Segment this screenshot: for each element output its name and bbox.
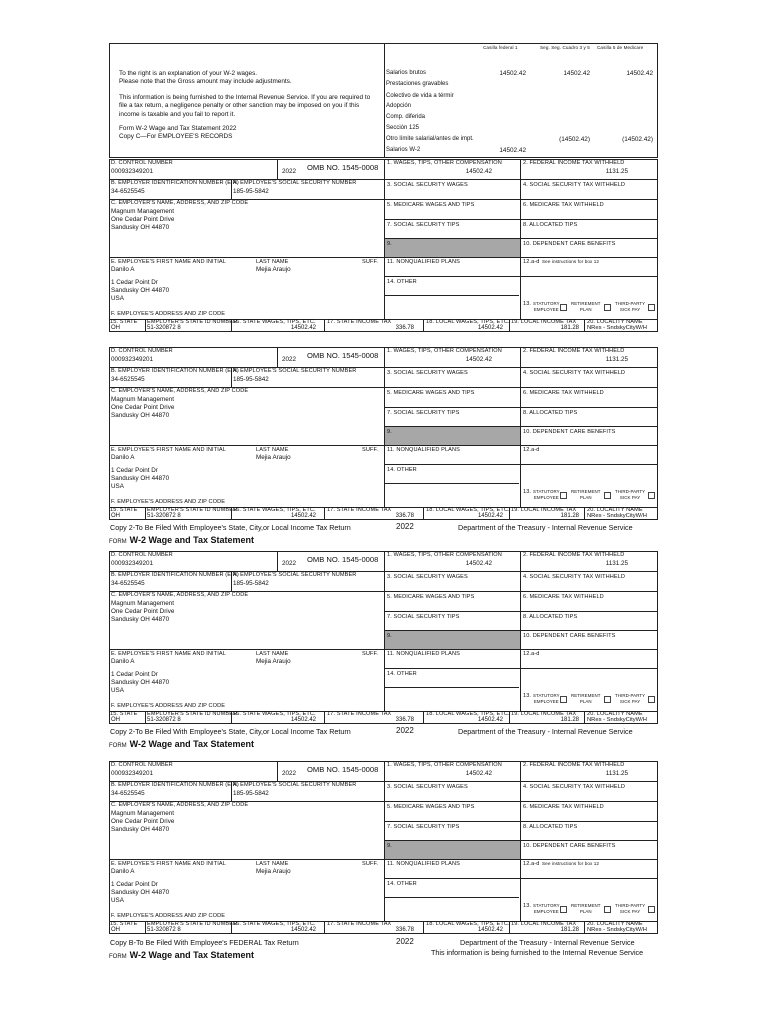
control-number-label: D. CONTROL NUMBER: [111, 348, 173, 354]
employee-first-label: E. EMPLOYEE'S FIRST NAME AND INITIAL: [111, 651, 226, 657]
treasury-department: Department of the Treasury - Internal Revenue Service: [458, 523, 633, 532]
box-2-label: 2. FEDERAL INCOME TAX WITHHELD: [523, 348, 625, 354]
retirement-plan-label: RETIREMENT PLAN: [571, 693, 601, 705]
employee-address-3: USA: [111, 687, 124, 694]
employee-address-1: 1 Cedar Point Dr: [111, 467, 158, 474]
state-code: OH: [111, 513, 120, 519]
third-party-sick-pay-checkbox[interactable]: [648, 696, 655, 703]
box-10-label: 10. DEPENDENT CARE BENEFITS: [523, 633, 616, 639]
omb-number: OMB NO. 1545-0008: [307, 765, 379, 774]
third-party-sick-pay-checkbox[interactable]: [648, 906, 655, 913]
employee-address-1: 1 Cedar Point Dr: [111, 279, 158, 286]
box-9-label: 9.: [387, 241, 392, 247]
box-19-label: 19. LOCAL INCOME TAX: [511, 319, 577, 325]
box-8-label: 8. ALLOCATED TIPS: [523, 222, 578, 228]
employee-first-label: E. EMPLOYEE'S FIRST NAME AND INITIAL: [111, 861, 226, 867]
box-6-label: 6. MEDICARE TAX WITHHELD: [523, 594, 604, 600]
third-party-sick-pay-label: THIRD-PARTY SICK PAY: [615, 301, 646, 313]
ssn-label: A. EMPLOYEE'S SOCIAL SECURITY NUMBER: [233, 572, 357, 578]
statutory-employee-checkbox[interactable]: [560, 696, 567, 703]
w2-title: [109, 739, 254, 749]
form-prefix: FORM: [109, 743, 127, 749]
ein-value: 34-6525545: [111, 790, 145, 797]
control-number-label: D. CONTROL NUMBER: [111, 762, 173, 768]
employee-address-label: F. EMPLOYEE'S ADDRESS AND ZIP CODE: [111, 499, 226, 505]
employee-address-1: 1 Cedar Point Dr: [111, 881, 158, 888]
control-number: 000932349201: [111, 560, 154, 567]
box-18-label: 18. LOCAL WAGES, TIPS, ETC.: [426, 921, 510, 927]
employer-address-2: Sandusky OH 44870: [111, 224, 170, 231]
employee-last-label: LAST NAME: [256, 651, 289, 657]
box-9-label: 9.: [387, 843, 392, 849]
ssn-label: A. EMPLOYEE'S SOCIAL SECURITY NUMBER: [233, 180, 357, 186]
state-id-label: EMPLOYER'S STATE ID NUMBER: [147, 921, 238, 927]
box-15-label: 15. STATE: [110, 319, 138, 325]
copy-instruction: Copy B-To Be Filed With Employee's FEDERAL Tax Return: [110, 938, 299, 947]
footer-year: 2022: [396, 522, 414, 531]
employee-address-label: F. EMPLOYEE'S ADDRESS AND ZIP CODE: [111, 703, 226, 709]
tax-year: 2022: [282, 356, 297, 363]
box-18-local-wages: 14502.42: [477, 325, 503, 331]
box-2-label: 2. FEDERAL INCOME TAX WITHHELD: [523, 160, 625, 166]
box-16-label: 16. STATE WAGES, TIPS, ETC.: [233, 507, 316, 513]
employee-last-name: Mejia Araujo: [256, 658, 291, 665]
box-2-label: 2. FEDERAL INCOME TAX WITHHELD: [523, 552, 625, 558]
box-18-label: 18. LOCAL WAGES, TIPS, ETC.: [426, 319, 510, 325]
employer-label: C. EMPLOYER'S NAME, ADDRESS, AND ZIP CODE: [111, 200, 249, 206]
box-9-shaded: [385, 631, 520, 649]
box-3-label: 3. SOCIAL SECURITY WAGES: [387, 182, 468, 188]
box-2-federal-tax: 1131.25: [605, 168, 628, 175]
state-id-number: 51-320872 8: [147, 717, 181, 723]
state-code: OH: [111, 717, 120, 723]
box-17-label: 17. STATE INCOME TAX: [327, 711, 392, 717]
statutory-employee-label: STATUTORY EMPLOYEE: [533, 903, 560, 915]
form-title-line: Form W-2 Wage and Tax Statement 2022: [119, 125, 237, 132]
employee-address-3: USA: [111, 295, 124, 302]
box-9-shaded: [385, 841, 520, 859]
employee-address-2: Sandusky OH 44870: [111, 475, 170, 482]
statutory-employee-label: STATUTORY EMPLOYEE: [533, 693, 560, 705]
box-8-label: 8. ALLOCATED TIPS: [523, 614, 578, 620]
box-4-label: 4. SOCIAL SECURITY TAX WITHHELD: [523, 182, 626, 188]
retirement-plan-checkbox[interactable]: [604, 492, 611, 499]
box-7-label: 7. SOCIAL SECURITY TIPS: [387, 614, 460, 620]
explanation-row-label: Otro límite salarial/antes de impt.: [386, 136, 474, 142]
explanation-row-federal: 14502.42: [499, 147, 526, 154]
employer-name: Magnum Management: [111, 396, 175, 403]
box-7-label: 7. SOCIAL SECURITY TIPS: [387, 222, 460, 228]
retirement-plan-checkbox[interactable]: [604, 696, 611, 703]
employee-last-name: Mejia Araujo: [256, 868, 291, 875]
box-9-label: 9.: [387, 429, 392, 435]
w2-title: [109, 950, 254, 960]
explanation-row-medicare: (14502.42): [622, 136, 653, 143]
employee-address-2: Sandusky OH 44870: [111, 679, 170, 686]
employee-address-2: Sandusky OH 44870: [111, 889, 170, 896]
statutory-employee-checkbox[interactable]: [560, 492, 567, 499]
explanation-row-ss: 14502.42: [563, 70, 590, 77]
box-17-state-tax: 336.78: [395, 927, 414, 933]
box-9-shaded: [385, 239, 520, 257]
box-11-label: 11. NONQUALIFIED PLANS: [387, 447, 460, 453]
employee-first-name: Danilo A: [111, 454, 135, 461]
employee-address-label: F. EMPLOYEE'S ADDRESS AND ZIP CODE: [111, 913, 226, 919]
employer-address-2: Sandusky OH 44870: [111, 412, 170, 419]
state-code: OH: [111, 927, 120, 933]
box-12-label: 12.a-d: [523, 259, 540, 265]
box-20-label: 20. LOCALITY NAME: [587, 507, 643, 513]
ssn-value: 185-95-5842: [233, 790, 269, 797]
box-3-label: 3. SOCIAL SECURITY WAGES: [387, 574, 468, 580]
box-1-label: 1. WAGES, TIPS, OTHER COMPENSATION: [387, 762, 502, 768]
box-2-federal-tax: 1131.25: [605, 560, 628, 567]
box-18-label: 18. LOCAL WAGES, TIPS, ETC.: [426, 711, 510, 717]
treasury-department: Department of the Treasury - Internal Revenue Service: [458, 727, 633, 736]
col-header-federal: Casilla federal 1: [483, 45, 518, 50]
box-17-state-tax: 336.78: [395, 717, 414, 723]
ein-label: B. EMPLOYER IDENTIFICATION NUMBER (EIN): [111, 782, 239, 788]
irs-notice: This information is being furnished to the Internal Revenue Service: [431, 948, 644, 957]
box-11-label: 11. NONQUALIFIED PLANS: [387, 259, 460, 265]
footer-year: 2022: [396, 726, 414, 735]
box-2-federal-tax: 1131.25: [605, 770, 628, 777]
explanation-intro: To the right is an explanation of your W-2 wages. Please note that the Gross amount may include adjustments.: [119, 70, 292, 86]
employee-first-name: Danilo A: [111, 868, 135, 875]
box-18-local-wages: 14502.42: [477, 513, 503, 519]
employer-address-1: One Cedar Point Drive: [111, 818, 175, 825]
box-1-label: 1. WAGES, TIPS, OTHER COMPENSATION: [387, 348, 502, 354]
box-15-label: 15. STATE: [110, 507, 138, 513]
copy-instruction: Copy 2-To Be Filed With Employee's State, City,or Local Income Tax Return: [110, 727, 351, 736]
explanation-row-label: Comp. diferida: [386, 114, 426, 120]
explanation-row-label: Sección 125: [386, 125, 420, 131]
employee-address-2: Sandusky OH 44870: [111, 287, 170, 294]
state-id-label: EMPLOYER'S STATE ID NUMBER: [147, 319, 238, 325]
employee-suffix-label: SUFF.: [362, 861, 379, 867]
box-5-label: 5. MEDICARE WAGES AND TIPS: [387, 390, 475, 396]
employer-label: C. EMPLOYER'S NAME, ADDRESS, AND ZIP CODE: [111, 592, 249, 598]
box-4-label: 4. SOCIAL SECURITY TAX WITHHELD: [523, 784, 626, 790]
box-17-label: 17. STATE INCOME TAX: [327, 921, 392, 927]
omb-number: OMB NO. 1545-0008: [307, 163, 379, 172]
box-10-label: 10. DEPENDENT CARE BENEFITS: [523, 241, 616, 247]
box-5-label: 5. MEDICARE WAGES AND TIPS: [387, 804, 475, 810]
employee-address-1: 1 Cedar Point Dr: [111, 671, 158, 678]
box-4-label: 4. SOCIAL SECURITY TAX WITHHELD: [523, 370, 626, 376]
retirement-plan-checkbox[interactable]: [604, 906, 611, 913]
control-number: 000932349201: [111, 356, 154, 363]
box-2-label: 2. FEDERAL INCOME TAX WITHHELD: [523, 762, 625, 768]
box-11-label: 11. NONQUALIFIED PLANS: [387, 651, 460, 657]
w2-title-text: W-2 Wage and Tax Statement: [129, 950, 255, 960]
ein-value: 34-6525545: [111, 188, 145, 195]
box-13-label: 13.: [523, 489, 532, 495]
explanation-row-label: Prestaciones gravables: [386, 81, 449, 87]
box-18-local-wages: 14502.42: [477, 717, 503, 723]
box-17-state-tax: 336.78: [395, 513, 414, 519]
box-20-label: 20. LOCALITY NAME: [587, 711, 643, 717]
employee-first-name: Danilo A: [111, 658, 135, 665]
employer-address-2: Sandusky OH 44870: [111, 826, 170, 833]
tax-year: 2022: [282, 560, 297, 567]
box-16-state-wages: 14502.42: [290, 717, 316, 723]
box-6-label: 6. MEDICARE TAX WITHHELD: [523, 202, 604, 208]
box-3-label: 3. SOCIAL SECURITY WAGES: [387, 370, 468, 376]
box-16-state-wages: 14502.42: [290, 325, 316, 331]
control-number: 000932349201: [111, 770, 154, 777]
explanation-row-label: Colectivo de vida a térmir: [386, 93, 454, 99]
box-1-wages: 14502.42: [465, 168, 492, 175]
ein-label: B. EMPLOYER IDENTIFICATION NUMBER (EIN): [111, 180, 239, 186]
ein-value: 34-6525545: [111, 580, 145, 587]
employee-address-3: USA: [111, 483, 124, 490]
statutory-employee-checkbox[interactable]: [560, 906, 567, 913]
copy-c-line: Copy C—For EMPLOYEE'S RECORDS: [119, 133, 233, 140]
explanation-divider: [384, 43, 385, 158]
w2-title-text: W-2 Wage and Tax Statement: [129, 739, 255, 749]
explanation-row-label: Salarios brutos: [386, 70, 427, 76]
box-4-label: 4. SOCIAL SECURITY TAX WITHHELD: [523, 574, 626, 580]
w2-title: [109, 535, 254, 545]
third-party-sick-pay-checkbox[interactable]: [648, 304, 655, 311]
box-19-label: 19. LOCAL INCOME TAX: [511, 507, 577, 513]
box-14-label: 14. OTHER: [387, 467, 417, 473]
omb-number: OMB NO. 1545-0008: [307, 555, 379, 564]
box-1-label: 1. WAGES, TIPS, OTHER COMPENSATION: [387, 160, 502, 166]
control-number-label: D. CONTROL NUMBER: [111, 552, 173, 558]
explanation-row-label: Adopción: [386, 103, 412, 109]
employer-name: Magnum Management: [111, 810, 175, 817]
box-17-state-tax: 336.78: [395, 325, 414, 331]
third-party-sick-pay-label: THIRD-PARTY SICK PAY: [615, 903, 646, 915]
employee-address-label: F. EMPLOYEE'S ADDRESS AND ZIP CODE: [111, 311, 226, 317]
employee-first-label: E. EMPLOYEE'S FIRST NAME AND INITIAL: [111, 447, 226, 453]
box-7-label: 7. SOCIAL SECURITY TIPS: [387, 410, 460, 416]
box-19-label: 19. LOCAL INCOME TAX: [511, 711, 577, 717]
ein-label: B. EMPLOYER IDENTIFICATION NUMBER (EIN): [111, 368, 239, 374]
ssn-label: A. EMPLOYEE'S SOCIAL SECURITY NUMBER: [233, 782, 357, 788]
col-header-ss: Seg. Seg. Cuadro 3 y 5: [540, 45, 590, 50]
box-12-note: See instructions for box 12: [542, 259, 600, 264]
box-16-label: 16. STATE WAGES, TIPS, ETC.: [233, 319, 316, 325]
form-prefix: FORM: [109, 539, 127, 545]
box-18-local-wages: 14502.42: [477, 927, 503, 933]
box-12-note: See instructions for box 12: [542, 861, 600, 866]
box-10-label: 10. DEPENDENT CARE BENEFITS: [523, 429, 616, 435]
box-20-label: 20. LOCALITY NAME: [587, 921, 643, 927]
explanation-row-label: Salarios W-2: [386, 147, 421, 153]
box-16-label: 16. STATE WAGES, TIPS, ETC.: [233, 921, 316, 927]
box-16-state-wages: 14502.42: [290, 513, 316, 519]
employer-address-1: One Cedar Point Drive: [111, 216, 175, 223]
employee-last-label: LAST NAME: [256, 447, 289, 453]
box-20-locality: NRes - SndskyCityW/H: [587, 717, 647, 723]
box-19-local-tax: 181.28: [560, 325, 579, 331]
box-16-state-wages: 14502.42: [290, 927, 316, 933]
state-id-number: 51-320872 8: [147, 927, 181, 933]
box-1-label: 1. WAGES, TIPS, OTHER COMPENSATION: [387, 552, 502, 558]
col-header-medicare: Casilla 5 de Medicare: [597, 45, 644, 50]
treasury-department: Department of the Treasury - Internal Revenue Service: [460, 938, 635, 947]
state-code: OH: [111, 325, 120, 331]
box-20-locality: NRes - SndskyCityW/H: [587, 927, 647, 933]
employee-last-name: Mejia Araujo: [256, 454, 291, 461]
box-20-label: 20. LOCALITY NAME: [587, 319, 643, 325]
w2-title-text: W-2 Wage and Tax Statement: [129, 535, 255, 545]
third-party-sick-pay-checkbox[interactable]: [648, 492, 655, 499]
state-id-number: 51-320872 8: [147, 513, 181, 519]
box-19-label: 19. LOCAL INCOME TAX: [511, 921, 577, 927]
form-prefix: FORM: [109, 954, 127, 960]
tax-year: 2022: [282, 168, 297, 175]
tax-year: 2022: [282, 770, 297, 777]
box-1-wages: 14502.42: [465, 560, 492, 567]
box-1-wages: 14502.42: [465, 770, 492, 777]
box-14-label: 14. OTHER: [387, 279, 417, 285]
ssn-value: 185-95-5842: [233, 580, 269, 587]
box-14-label: 14. OTHER: [387, 671, 417, 677]
retirement-plan-label: RETIREMENT PLAN: [571, 903, 601, 915]
statutory-employee-checkbox[interactable]: [560, 304, 567, 311]
third-party-sick-pay-label: THIRD-PARTY SICK PAY: [615, 693, 646, 705]
box-13-label: 13.: [523, 301, 532, 307]
box-5-label: 5. MEDICARE WAGES AND TIPS: [387, 594, 475, 600]
employee-address-3: USA: [111, 897, 124, 904]
ein-label: B. EMPLOYER IDENTIFICATION NUMBER (EIN): [111, 572, 239, 578]
footer-year: 2022: [396, 937, 414, 946]
box-9-shaded: [385, 427, 520, 445]
employer-name: Magnum Management: [111, 208, 175, 215]
retirement-plan-label: RETIREMENT PLAN: [571, 301, 601, 313]
box-12-label: 12.a-d: [523, 651, 540, 657]
state-id-label: EMPLOYER'S STATE ID NUMBER: [147, 711, 238, 717]
box-3-label: 3. SOCIAL SECURITY WAGES: [387, 784, 468, 790]
ein-value: 34-6525545: [111, 376, 145, 383]
box-15-label: 15. STATE: [110, 921, 138, 927]
box-8-label: 8. ALLOCATED TIPS: [523, 824, 578, 830]
retirement-plan-checkbox[interactable]: [604, 304, 611, 311]
employer-name: Magnum Management: [111, 600, 175, 607]
ssn-value: 185-95-5842: [233, 376, 269, 383]
box-19-local-tax: 181.28: [560, 717, 579, 723]
copy-instruction: Copy 2-To Be Filed With Employee's State, City,or Local Income Tax Return: [110, 523, 351, 532]
box-15-label: 15. STATE: [110, 711, 138, 717]
box-8-label: 8. ALLOCATED TIPS: [523, 410, 578, 416]
box-6-label: 6. MEDICARE TAX WITHHELD: [523, 804, 604, 810]
box-1-wages: 14502.42: [465, 356, 492, 363]
box-14-label: 14. OTHER: [387, 881, 417, 887]
employer-label: C. EMPLOYER'S NAME, ADDRESS, AND ZIP CODE: [111, 388, 249, 394]
box-13-label: 13.: [523, 903, 532, 909]
box-18-label: 18. LOCAL WAGES, TIPS, ETC.: [426, 507, 510, 513]
employee-first-label: E. EMPLOYEE'S FIRST NAME AND INITIAL: [111, 259, 226, 265]
box-6-label: 6. MEDICARE TAX WITHHELD: [523, 390, 604, 396]
explanation-row-medicare: 14502.42: [626, 70, 653, 77]
employee-suffix-label: SUFF.: [362, 651, 379, 657]
retirement-plan-label: RETIREMENT PLAN: [571, 489, 601, 501]
box-17-label: 17. STATE INCOME TAX: [327, 319, 392, 325]
employer-label: C. EMPLOYER'S NAME, ADDRESS, AND ZIP CODE: [111, 802, 249, 808]
employer-address-1: One Cedar Point Drive: [111, 608, 175, 615]
explanation-row-federal: 14502.42: [499, 70, 526, 77]
employee-suffix-label: SUFF.: [362, 447, 379, 453]
box-20-locality: NRes - SndskyCityW/H: [587, 513, 647, 519]
employee-last-label: LAST NAME: [256, 259, 289, 265]
employee-last-name: Mejia Araujo: [256, 266, 291, 273]
box-12-label: 12.a-d: [523, 447, 540, 453]
state-id-label: EMPLOYER'S STATE ID NUMBER: [147, 507, 238, 513]
box-7-label: 7. SOCIAL SECURITY TIPS: [387, 824, 460, 830]
state-id-number: 51-320872 8: [147, 325, 181, 331]
employer-address-1: One Cedar Point Drive: [111, 404, 175, 411]
employee-last-label: LAST NAME: [256, 861, 289, 867]
box-10-label: 10. DEPENDENT CARE BENEFITS: [523, 843, 616, 849]
statutory-employee-label: STATUTORY EMPLOYEE: [533, 301, 560, 313]
control-number-label: D. CONTROL NUMBER: [111, 160, 173, 166]
box-5-label: 5. MEDICARE WAGES AND TIPS: [387, 202, 475, 208]
ssn-value: 185-95-5842: [233, 188, 269, 195]
control-number: 000932349201: [111, 168, 154, 175]
box-13-label: 13.: [523, 693, 532, 699]
employee-suffix-label: SUFF.: [362, 259, 379, 265]
box-20-locality: NRes - SndskyCityW/H: [587, 325, 647, 331]
box-19-local-tax: 181.28: [560, 513, 579, 519]
explanation-notice: This information is being furnished to the Internal Revenue Service. If you are required to file a tax return, a negligence penalty or other sanction may be imposed on you if this income is taxable and you fail to report it.: [119, 94, 371, 118]
explanation-row-ss: (14502.42): [559, 136, 590, 143]
employee-first-name: Danilo A: [111, 266, 135, 273]
box-11-label: 11. NONQUALIFIED PLANS: [387, 861, 460, 867]
employer-address-2: Sandusky OH 44870: [111, 616, 170, 623]
box-16-label: 16. STATE WAGES, TIPS, ETC.: [233, 711, 316, 717]
box-19-local-tax: 181.28: [560, 927, 579, 933]
omb-number: OMB NO. 1545-0008: [307, 351, 379, 360]
ssn-label: A. EMPLOYEE'S SOCIAL SECURITY NUMBER: [233, 368, 357, 374]
statutory-employee-label: STATUTORY EMPLOYEE: [533, 489, 560, 501]
box-9-label: 9.: [387, 633, 392, 639]
third-party-sick-pay-label: THIRD-PARTY SICK PAY: [615, 489, 646, 501]
box-2-federal-tax: 1131.25: [605, 356, 628, 363]
box-17-label: 17. STATE INCOME TAX: [327, 507, 392, 513]
box-12-label: 12.a-d: [523, 861, 540, 867]
